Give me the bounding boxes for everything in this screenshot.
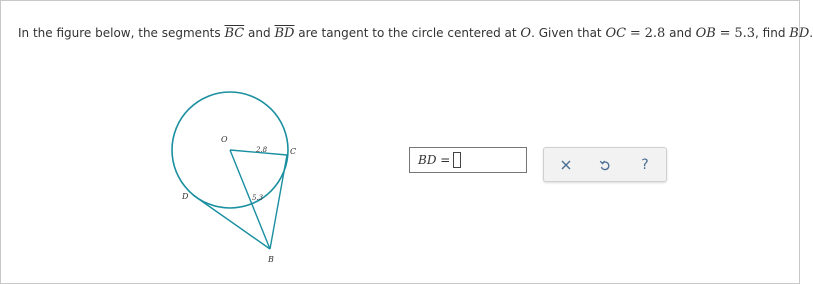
label-d: D [182,192,189,201]
label-o: O [221,135,228,144]
answer-box [409,147,527,173]
segment-bd: $\overline{BD}$ [274,26,295,41]
length-oc: 2.8 [256,146,268,154]
answer-label: BD = [418,153,451,167]
clear-button[interactable] [553,153,579,177]
tangent-circle-figure [160,80,330,270]
segment-bc: $\overline{BC}$ [224,26,245,41]
answer-tools-panel [543,147,667,182]
x-icon [561,160,571,170]
tangent-segment-bc [270,155,287,249]
label-b: B [268,255,274,264]
answer-input[interactable] [453,152,461,168]
length-ob: 5.3 [252,194,264,202]
problem-statement: In the figure below, the segments $\overline{BC}$ and $\overline{BD}$ are tangent to the circle centered at O. Given that OC = 2.8 and OB = 5.3, find BD. [18,26,813,41]
undo-icon [599,159,611,171]
undo-button[interactable] [592,153,618,177]
help-button[interactable]: ? [641,157,649,173]
label-c: C [290,147,297,156]
